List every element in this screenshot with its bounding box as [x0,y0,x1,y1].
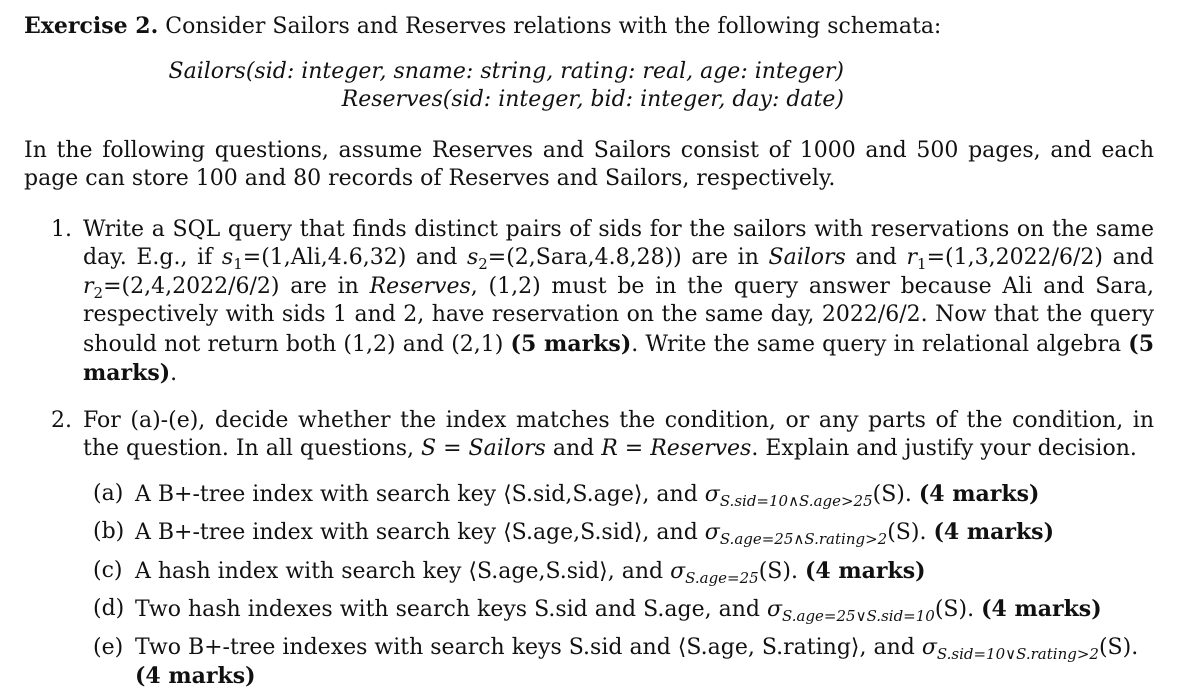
sigma-symbol: σ [704,481,720,507]
q1-sailors: Sailors [768,245,846,270]
sigma-symbol: σ [670,558,686,584]
q1-text: . Write the same query in relational algebra [631,331,1122,357]
subquestion-text: A B+-tree index with search key ⟨S.sid,S.age⟩, and [135,481,705,507]
subquestion-label: (b) [93,519,125,544]
exercise-label: Exercise 2. [24,13,159,39]
subquestion-c [83,557,1154,587]
q2-equation: R = [601,436,651,461]
q2-sailors: Sailors [468,436,546,461]
selection-condition: S.age=25∧S.rating>2 [719,530,888,548]
sigma-symbol: σ [921,634,937,660]
question-number: 1. [51,216,72,242]
q1-sub-2: 2 [93,283,104,302]
q1-reserves: Reserves [369,273,471,299]
q2-reserves: Reserves [650,436,752,461]
question-1 [24,216,1154,389]
q1-text: =(2,Sara,4.8,28)) are in [487,245,759,270]
subquestion-text: A hash index with search key ⟨S.age,S.sid⟩, and [135,558,671,584]
exercise-heading [24,12,1154,42]
subquestion-list [83,480,1154,692]
subquestion-label: (c) [93,557,123,583]
selection-argument: (S). [934,597,975,622]
subquestion-d [83,595,1154,625]
subquestion-marks: (4 marks) [804,557,926,584]
selection-condition: S.age=25 [685,568,759,587]
subquestion-b [83,518,1154,548]
q1-r-symbol: r [83,273,94,299]
subquestion-e [83,634,1154,692]
question-2 [24,407,1154,692]
q1-text: . [170,361,178,386]
q2-text: and [552,436,595,461]
q1-s-symbol: s [221,245,234,270]
q1-text: Write a SQL query that finds distinct pairs of sids for the sailors with reservations on the same day. E.g., if [83,216,1154,270]
subquestion-marks: (4 marks) [918,480,1040,507]
selection-condition: S.age=25∨S.sid=10 [782,607,935,625]
question-list [24,216,1154,692]
q1-sub-2: 2 [478,255,488,273]
q1-marks: (5 marks) [510,330,632,357]
subquestion-text: Two B+-tree indexes with search keys S.sid and ⟨S.age, S.rating⟩, and [135,634,922,660]
q1-text: , (1,2) must be in the query answer because Ali and Sara, respectively with sids 1 and 2, have reservation on the same day, 2022/6/2. Now that the query should not return both (1,2) and (2,1) [83,273,1155,357]
q1-sub-1: 1 [917,255,927,273]
subquestion-text: Two hash indexes with search keys S.sid and S.age, and [135,597,767,622]
selection-argument: (S). [758,558,798,584]
q2-text: . Explain and justify your decision. [751,436,1137,461]
q1-s-symbol: s [466,245,479,270]
q2-text: For (a)-(e), decide whether the index matches the condition, or any parts of the condition, in the question. In all questions, [83,407,1154,461]
q1-text: =(1,3,2022/6/2) and [926,245,1154,270]
q1-sub-1: 1 [233,255,243,273]
q1-text: =(2,4,2022/6/2) are in [103,273,359,299]
assumption-paragraph: In the following questions, assume Reserves and Sailors consist of 1000 and 500 pages, and each page can store 100 and 80 records of Reserves and Sailors, respectively. [24,137,1154,191]
q2-equation: S = [421,436,469,461]
selection-argument: (S). [872,481,912,507]
subquestion-label: (e) [93,634,124,660]
sigma-symbol: σ [704,520,720,545]
question-number: 2. [51,407,72,433]
reserves-schema: Reserves(sid: integer, bid: integer, day: date) [341,87,844,112]
sigma-symbol: σ [766,597,782,622]
selection-condition: S.sid=10∨S.rating>2 [936,644,1099,663]
selection-argument: (S). [1098,634,1139,660]
subquestion-text: A B+-tree index with search key ⟨S.age,S.sid⟩, and [135,520,705,545]
selection-condition: S.sid=10∧S.age>25 [719,491,873,510]
selection-argument: (S). [887,520,927,545]
q1-text: =(1,Ali,4.6,32) and [242,245,458,270]
subquestion-label: (a) [93,480,124,506]
q1-r-symbol: r [906,245,918,270]
subquestion-marks: (4 marks) [933,519,1054,545]
q1-text: and [855,245,897,270]
sailors-schema: Sailors(sid: integer, sname: string, rating: real, age: integer) [168,58,844,84]
subquestion-label: (d) [93,596,125,621]
exercise-intro: Consider Sailors and Reserves relations with the following schemata: [165,14,942,39]
q1-marks: (5 marks) [83,330,1155,386]
subquestion-a [83,480,1154,510]
subquestion-marks: (4 marks) [135,663,256,689]
subquestion-marks: (4 marks) [981,596,1102,622]
